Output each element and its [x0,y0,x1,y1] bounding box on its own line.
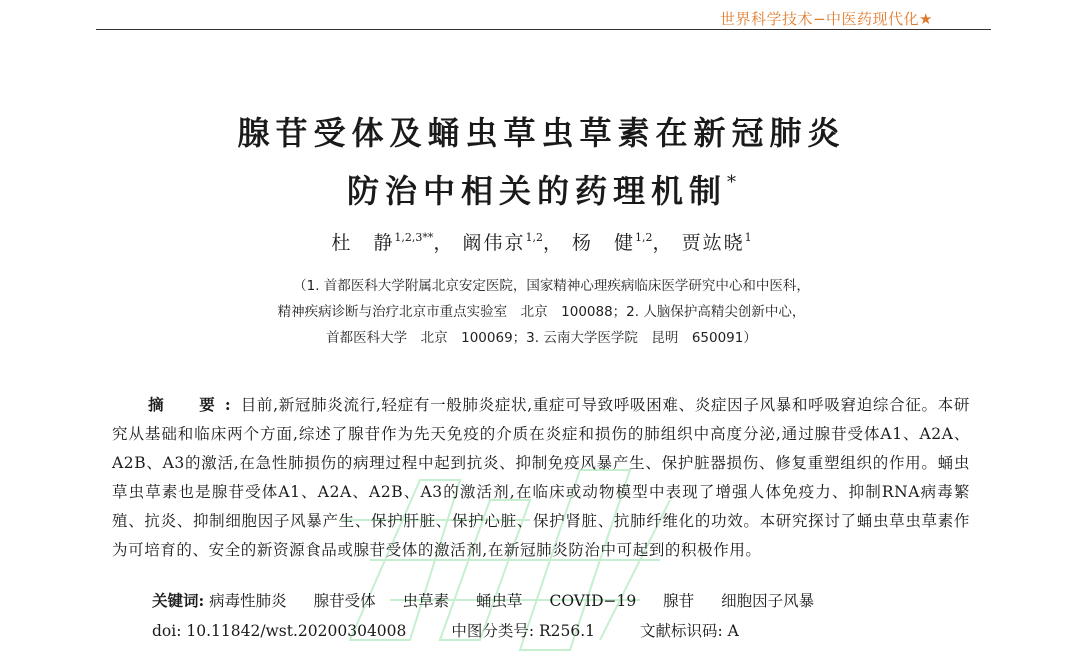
keyword: 虫草素 [402,592,450,610]
author-affil-sup: 1,2,3** [394,231,434,244]
keyword: 细胞因子风暴 [721,592,815,610]
author-name: 杜 静 [331,232,395,254]
author-name: 杨 健 [572,232,636,254]
author-list: 杜 静$^{1,2,3**}$， 阚伟京$^{1,2}$， 杨 健$^{1,2}$， 贾竑晓$^1$ [331,231,752,254]
article-title-line1: 腺苷受体及蛹虫草虫草素在新冠肺炎 [237,114,846,152]
keyword: COVID−19 [549,592,637,610]
author-affil-sup: 1 [744,231,752,244]
affiliation-line: （1. 首都医科大学附属北京安定医院，国家精神心理疾病临床医学研究中心和中医科， [293,278,810,294]
article-title-line2: 防治中相关的药理机制* [346,172,736,210]
article-meta-row [152,619,739,641]
keyword: 蛹虫草 [476,592,523,610]
author-affil-sup: 1,2 [635,231,653,244]
affiliation-line: 首都医科大学 北京 100069；3. 云南大学医学院 昆明 650091） [326,330,757,346]
keyword: 病毒性肺炎 [209,592,287,610]
abstract-text: 目前,新冠肺炎流行,轻症有一般肺炎症状,重症可导致呼吸困难、炎症因子风暴和呼吸窘迫综合征。本研究从基础和临床两个方面,综述了腺苷作为先天免疫的介质在炎症和损伤的肺组织中高度分泌,通过腺苷受体A1、A2A、A2B、A3的激活,在急性肺损伤的病理过程中起到抗炎、抑制免疫风暴产生、保护脏器损伤、修复重塑组织的作用。蛹虫草虫草素也是腺苷受体A1、A2A、A2B、A3的激活剂,在临床或动物模型中表现了增强人体免疫力、抑制RNA病毒繁殖、抗炎、抑制细胞因子风暴产生、保护肝脏、保护心脏、保护肾脏、抗肺纤维化的功效。本研究探讨了蛹虫草虫草素作为可培育的、安全的新资源食品或腺苷受体的激活剂,在新冠肺炎防治中可起到的积极作用。 [112,396,970,559]
document-code: 文献标识码: A [639,622,739,640]
keyword: 腺苷受体 [313,592,376,610]
title-footnote-mark: * [727,172,736,193]
journal-running-head: 世界科学技术−中医药现代化★ [719,10,933,28]
keyword: 腺苷 [663,592,695,610]
author-affil-sup: 1,2 [525,231,543,244]
keywords-label: 关键词: [152,591,205,610]
keywords-row [152,589,836,611]
author-name: 阚伟京 [462,232,526,254]
doi-text: doi: 10.11842/wst.20200304008 [152,622,407,640]
affiliation-line: 精神疾病诊断与治疗北京市重点实验室 北京 100088；2. 人脑保护高精尖创新中心， [277,304,806,320]
clc-number: 中图分类号: R256.1 [451,622,596,640]
abstract-block [112,390,970,565]
abstract-label: 摘 要: [148,395,241,414]
author-name: 贾竑晓 [681,232,745,254]
header-rule [96,29,991,30]
